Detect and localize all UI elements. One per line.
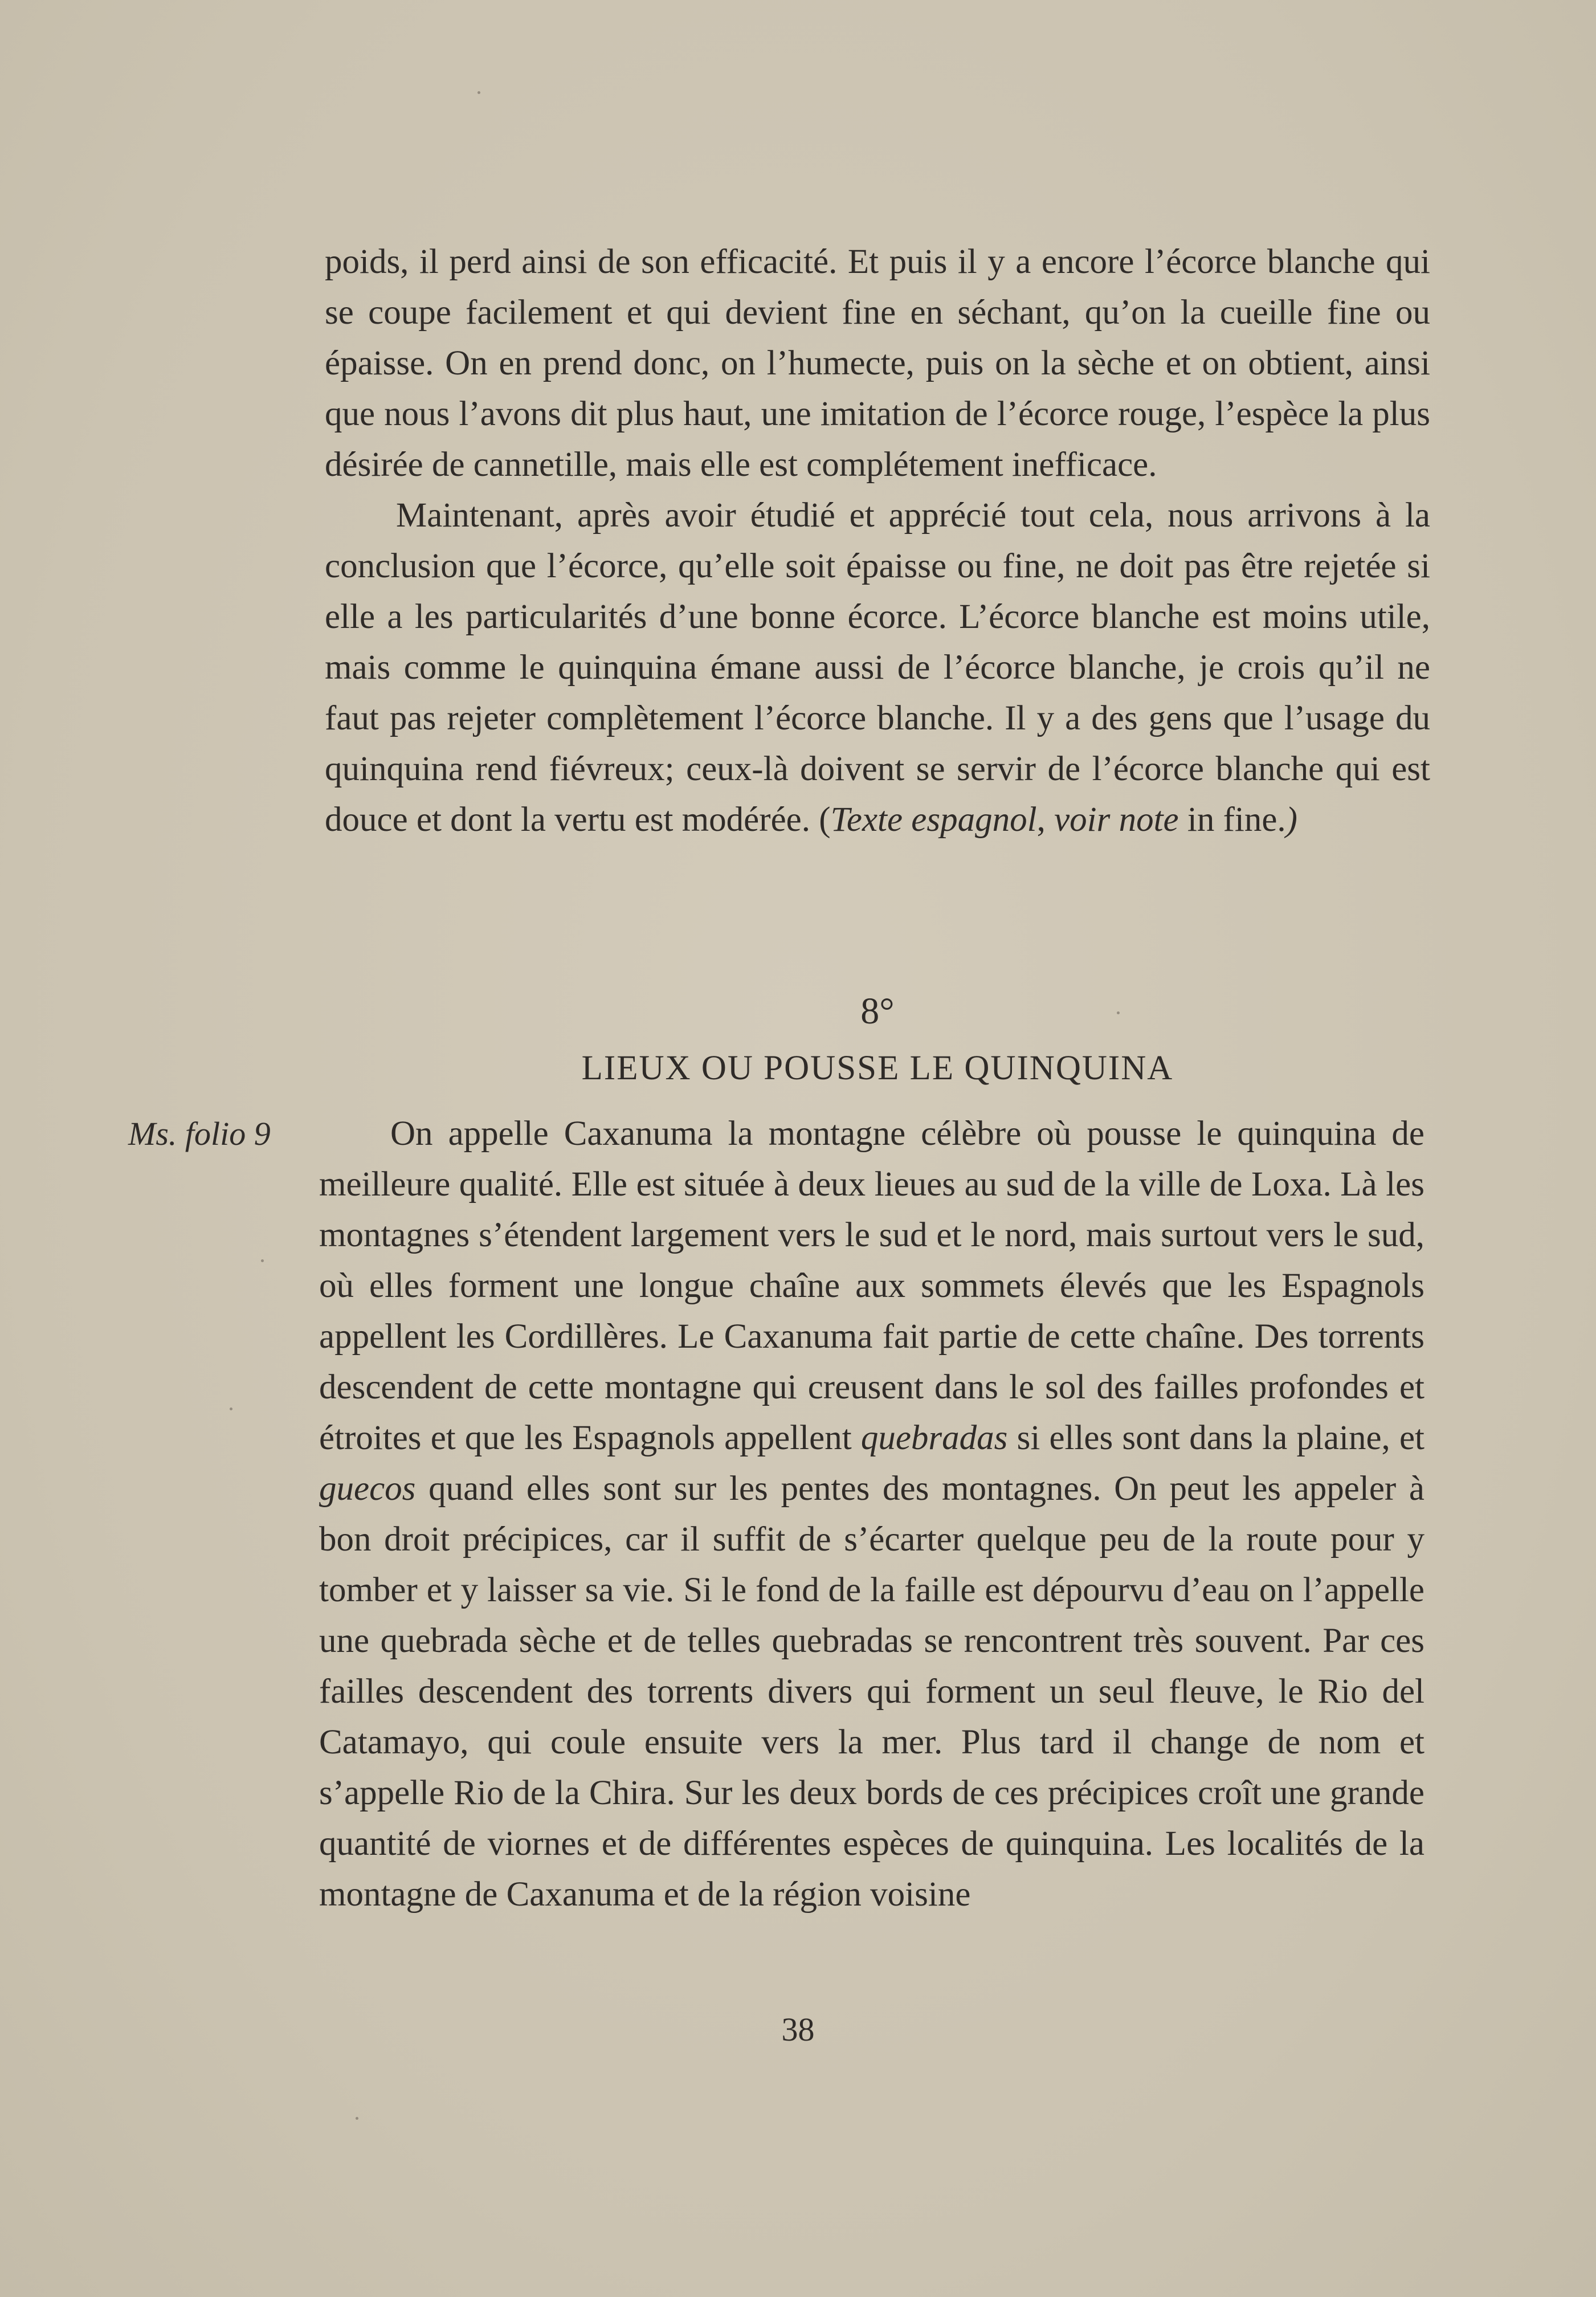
section-number: 8° (860, 990, 895, 1032)
paragraph-2 (325, 490, 1430, 845)
paragraph-2-ref-close: ) (1285, 801, 1297, 839)
paragraph-2-text: Maintenant, après avoir étudié et apprécié tout cela, nous arrivons à la conclusion que l’écorce, qu’elle soit épaisse ou fine, ne doit pas être rejetée si elle a les particularités d’une bonne écorce. L’écorce blanche est moins utile, mais comme le quinquina émane aussi de l’écorce blanche, je crois qu’il ne faut pas rejeter complètement l’écorce blanche. Il y a des gens que l’usage du quinquina rend fiévreux; ceux-là doivent se servir de l’écorce blanche qui est douce et dont la vertu est modérée. (325, 496, 1430, 839)
paragraph-3-part-3: quand elles sont sur les pentes des montagnes. On peut les appeler à bon droit précipices, car il suffit de s’écarter quelque peu de la route pour y tomber et y laisser sa vie. Si le fond de la faille est dépourvu d’eau on l’appelle une quebrada sèche et de telles quebradas se rencontrent très souvent. Par ces failles descendent des torrents divers qui forment un seul fleuve, le Rio del Catamayo, qui coule ensuite vers la mer. Plus tard il change de nom et s’appelle Rio de la Chira. Sur les deux bords de ces précipices croît une grande quantité de viornes et de différentes espèces de quinquina. Les localités de la montagne de Caxanuma et de la région voisine (319, 1470, 1424, 1914)
paper-speck (230, 1407, 232, 1410)
paragraph-3-italic-1: quebradas (860, 1419, 1008, 1457)
bottom-text-block (319, 1108, 1424, 1920)
paragraph-2-ref-italic-2: voir note (1054, 801, 1179, 839)
paragraph-2-ref-italic-1: Texte espagnol (830, 801, 1037, 839)
paper-speck (261, 1259, 264, 1262)
top-text-block (325, 236, 1430, 845)
paper-speck (356, 2117, 358, 2120)
paper-speck (477, 91, 480, 94)
paragraph-1: poids, il perd ainsi de son efficacité. Et puis il y a encore l’écorce blanche qui se coupe facilement et qui devient fine en séchant, qu’on la cueille fine ou épaisse. On en prend donc, on l’humecte, puis on la sèche et on obtient, ainsi que nous l’avons dit plus haut, une imitation de l’écorce rouge, l’espèce la plus désirée de cannetille, mais elle est complétement inefficace. (325, 243, 1430, 484)
paper-speck (1117, 1011, 1120, 1014)
paragraph-3-part-1: On appelle Caxanuma la montagne célèbre où pousse le quinquina de meilleure qualité. Elle est située à deux lieues au sud de la ville de Loxa. Là les montagnes s’étendent largement vers le sud et le nord, mais surtout vers le sud, où elles forment une longue chaîne aux sommets élevés que les Espagnols appellent les Cordillères. Le Caxanuma fait partie de cette chaîne. Des torrents descendent de cette montagne qui creusent dans le sol des failles profondes et étroites et que les Espagnols appellent (319, 1115, 1424, 1457)
paragraph-2-ref-end: in fine. (1178, 801, 1286, 839)
paragraph-2-ref-open: ( (819, 801, 831, 839)
section-title: LIEUX OU POUSSE LE QUINQUINA (581, 1049, 1174, 1087)
page-number: 38 (781, 2011, 815, 2048)
paragraph-3 (319, 1108, 1424, 1920)
paragraph-2-ref-sep: , (1036, 801, 1055, 839)
margin-note: Ms. folio 9 (128, 1115, 271, 1152)
paragraph-3-italic-2: guecos (319, 1470, 416, 1508)
paragraph-3-part-2: si elles sont dans la plaine, et (1007, 1419, 1425, 1457)
